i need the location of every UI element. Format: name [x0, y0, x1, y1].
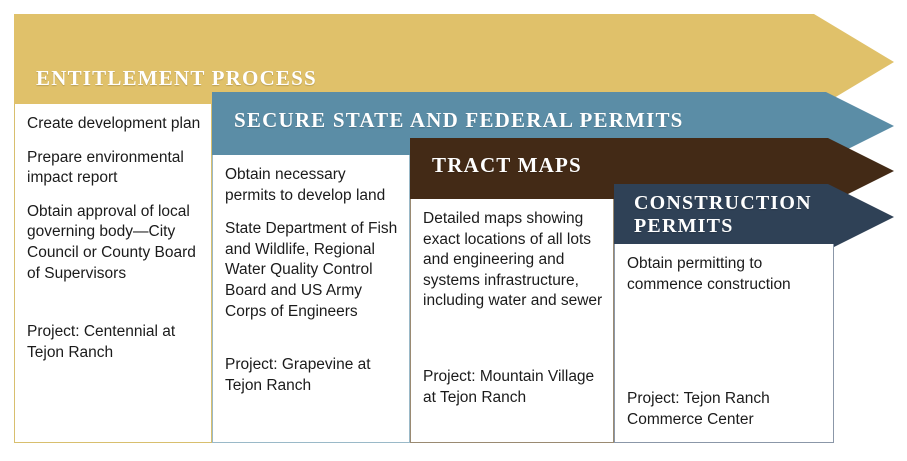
stage-body-construction-permits: [614, 244, 834, 443]
stage-body-tract-maps: [410, 199, 614, 443]
bullet-text: Obtain approval of local governing body—City Council or County Board of Supervisors: [27, 202, 196, 282]
stage-title-construction-permits: CONSTRUCTION PERMITS: [634, 192, 812, 237]
bullet-text: Obtain necessary permits to develop land: [225, 166, 386, 204]
stage-project-entitlement: Project: Centennial at Tejon Ranch: [27, 323, 176, 361]
stage-body-secure-permits: [212, 155, 410, 443]
stage-project-tract-maps: Project: Mountain Village at Tejon Ranch: [423, 368, 595, 406]
bullet-text: Obtain permitting to commence construction: [627, 255, 791, 293]
stage-project-secure-permits: Project: Grapevine at Tejon Ranch: [225, 356, 371, 394]
stage-project-construction-permits: Project: Tejon Ranch Commerce Center: [627, 390, 770, 428]
bullet-text: State Department of Fish and Wildlife, Regional Water Quality Control Board and US Army Corps of Engineers: [225, 220, 398, 320]
stage-construction-permits: [614, 184, 894, 250]
bullet-text: Create development plan: [27, 115, 201, 132]
stage-title-secure-permits: SECURE STATE AND FEDERAL PERMITS: [234, 108, 684, 132]
bullet-text: Detailed maps showing exact locations of all lots and engineering and systems infrastructure, including water and sewer: [423, 210, 603, 310]
stage-title-tract-maps: TRACT MAPS: [432, 153, 582, 177]
bullet-text: Prepare environmental impact report: [27, 148, 184, 187]
stage-body-entitlement: [14, 104, 212, 443]
stage-title-entitlement: ENTITLEMENT PROCESS: [36, 66, 317, 90]
